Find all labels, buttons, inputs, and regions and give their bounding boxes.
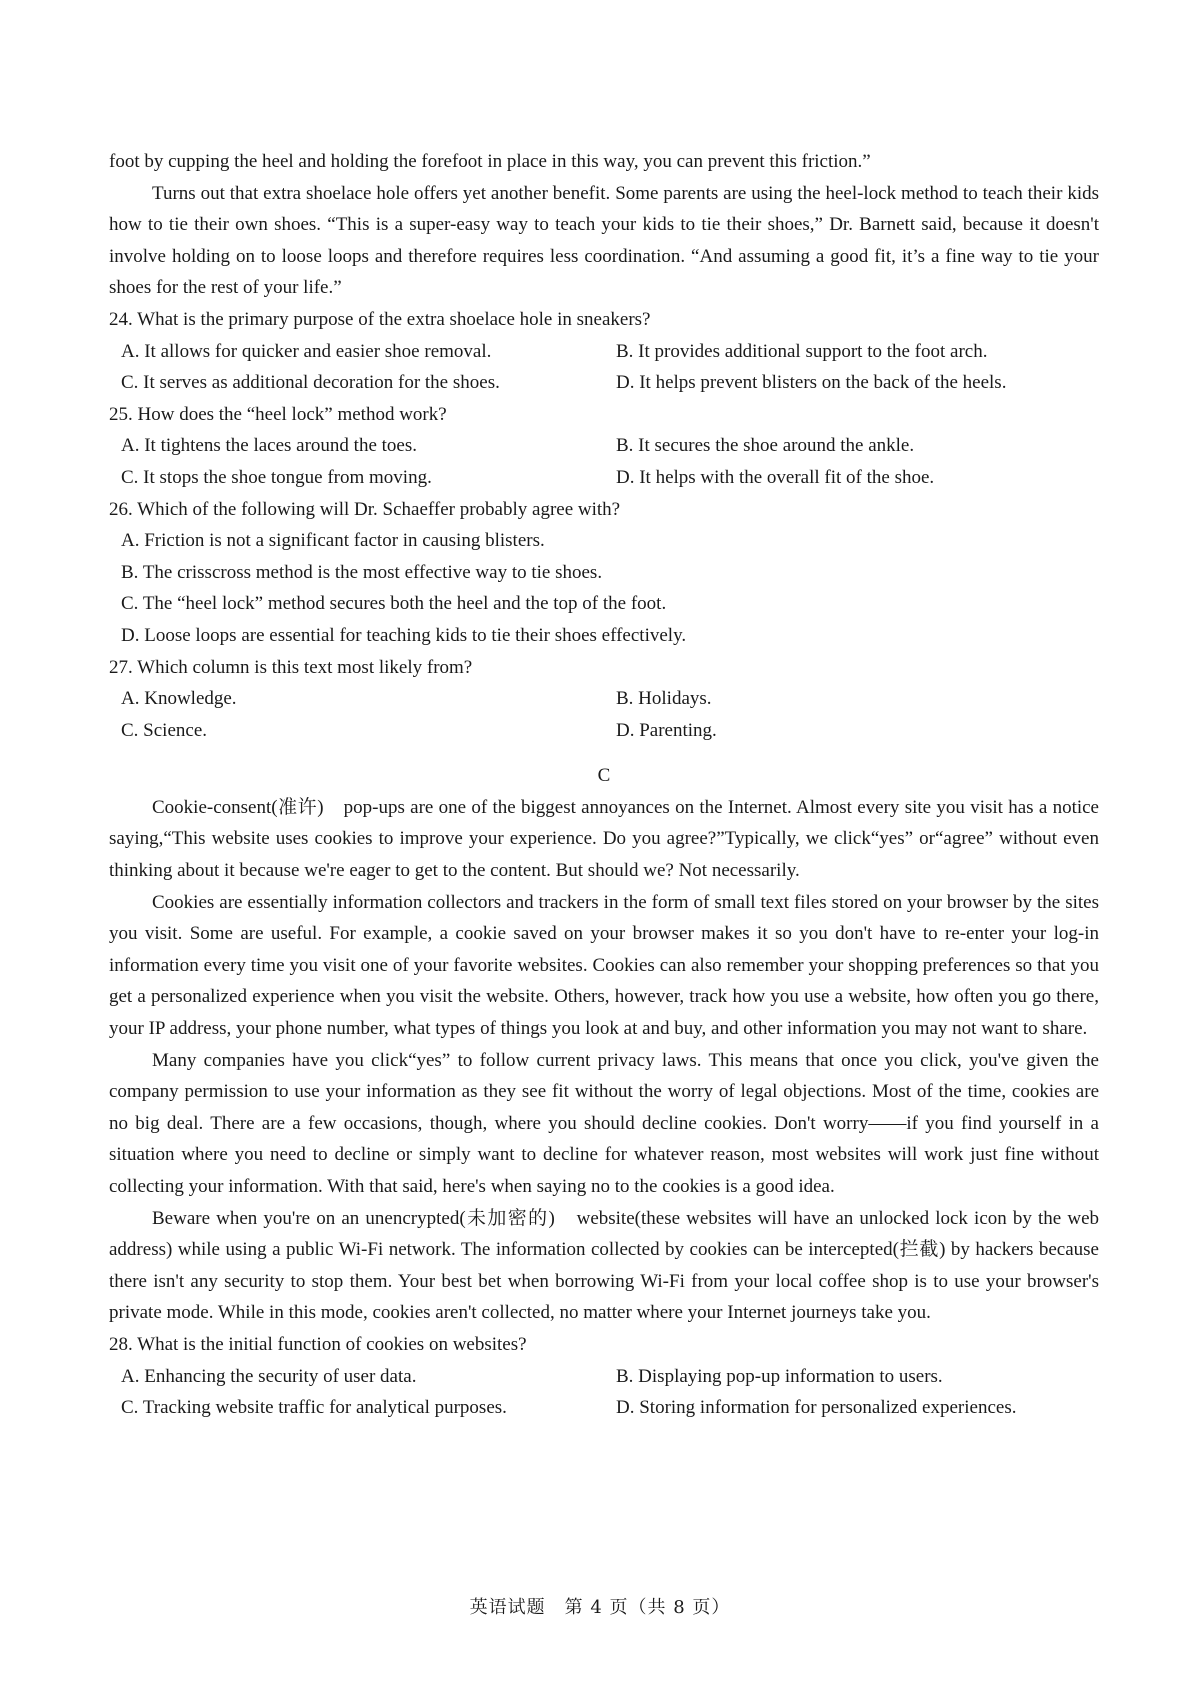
options xyxy=(109,1361,1099,1424)
passage-c-paragraph: Cookie-consent(准许) pop-ups are one of the biggest annoyances on the Internet. Almost every site you visit has a notice saying,“This website uses cookies to improve your experience. Do you agree?”Typically, we click“yes” or“agree” without even thinking about it because we're eager to get to the content. But should we? Not necessarily. xyxy=(109,796,1099,882)
options xyxy=(109,336,1099,399)
option-c: C. It serves as additional decoration for the shoes. xyxy=(121,372,500,394)
question-26 xyxy=(109,494,1099,652)
option-a: A. It allows for quicker and easier shoe removal. xyxy=(121,340,492,362)
page-footer: 英语试题 第 4 页（共 8 页） xyxy=(469,1597,731,1618)
option-c: C. Tracking website traffic for analytical purposes. xyxy=(121,1397,507,1419)
option-c: C. It stops the shoe tongue from moving. xyxy=(121,466,432,488)
option-b: B. Holidays. xyxy=(616,688,712,710)
option-d: D. It helps with the overall fit of the shoe. xyxy=(616,466,935,488)
options xyxy=(109,683,1099,746)
question-stem: 27. Which column is this text most likely from? xyxy=(109,656,473,678)
option-a: A. Friction is not a significant factor in causing blisters. xyxy=(121,530,545,552)
option-b: B. The crisscross method is the most effective way to tie shoes. xyxy=(121,561,603,583)
passage-c-paragraph: Beware when you're on an unencrypted(未加密的) website(these websites will have an unlocked lock icon by the web address) while using a public Wi-Fi network. The information collected by cookies can be intercepted(拦截) by hackers because there isn't any security to stop them. Your best bet when borrowing Wi-Fi from your local coffee shop is to use your browser's private mode. While in this mode, cookies aren't collected, no matter where your Internet journeys take you. xyxy=(109,1207,1099,1324)
passage-c-paragraph: Cookies are essentially information collectors and trackers in the form of small text files stored on your browser by the sites you visit. Some are useful. For example, a cookie saved on your browser makes it so you don't have to re-enter your log-in information every time you visit one of your favorite websites. Cookies can also remember your shopping preferences so that you get a personalized experience when you visit the website. Others, however, track how you use a website, how often you go there, your IP address, your phone number, what types of things you look at and buy, and other information you may not want to share. xyxy=(109,891,1099,1040)
question-24 xyxy=(109,304,1099,399)
option-c: C. The “heel lock” method secures both the heel and the top of the foot. xyxy=(121,593,667,615)
question-stem: 28. What is the initial function of cookies on websites? xyxy=(109,1333,527,1355)
question-27 xyxy=(109,652,1099,747)
question-28 xyxy=(109,1329,1099,1424)
option-a: A. Knowledge. xyxy=(121,688,237,710)
question-stem: 24. What is the primary purpose of the extra shoelace hole in sneakers? xyxy=(109,308,651,330)
passage-c-paragraph: Many companies have you click“yes” to follow current privacy laws. This means that once you click, you've given the company permission to use your information as they see fit without the worry of legal objections. Most of the time, cookies are no big deal. There are a few occasions, though, where you should decline cookies. Don't worry——if you find yourself in a situation where you need to decline or simply want to decline for whatever reason, most websites will work just fine without collecting your information. With that said, here's when saying no to the cookies is a good idea. xyxy=(109,1049,1099,1197)
passage-b-paragraph: foot by cupping the heel and holding the forefoot in place in this way, you can prevent this friction.” xyxy=(109,151,871,172)
option-b: B. It provides additional support to the foot arch. xyxy=(616,340,988,362)
option-b: B. Displaying pop-up information to users. xyxy=(616,1365,943,1387)
option-a: A. Enhancing the security of user data. xyxy=(121,1365,417,1387)
section-heading-c: C xyxy=(597,765,611,787)
question-25 xyxy=(109,399,1099,494)
option-b: B. It secures the shoe around the ankle. xyxy=(616,435,915,457)
option-c: C. Science. xyxy=(121,719,208,741)
options xyxy=(109,430,1099,493)
options xyxy=(109,525,1099,651)
option-d: D. Storing information for personalized experiences. xyxy=(616,1397,1017,1419)
option-d: D. Loose loops are essential for teaching kids to tie their shoes effectively. xyxy=(121,624,687,646)
page-content xyxy=(109,146,1099,1424)
option-a: A. It tightens the laces around the toes. xyxy=(121,435,418,457)
passage-b-paragraph: Turns out that extra shoelace hole offers yet another benefit. Some parents are using the heel-lock method to teach their kids how to tie their own shoes. “This is a super-easy way to teach your kids to tie their shoes,” Dr. Barnett said, because it doesn't involve holding on to loose loops and therefore requires less coordination. “And assuming a good fit, it’s a fine way to tie your shoes for the rest of your life.” xyxy=(109,182,1099,299)
question-stem: 25. How does the “heel lock” method work? xyxy=(109,403,447,425)
option-d: D. It helps prevent blisters on the back of the heels. xyxy=(616,372,1007,394)
option-d: D. Parenting. xyxy=(616,719,717,741)
question-stem: 26. Which of the following will Dr. Schaeffer probably agree with? xyxy=(109,498,621,520)
